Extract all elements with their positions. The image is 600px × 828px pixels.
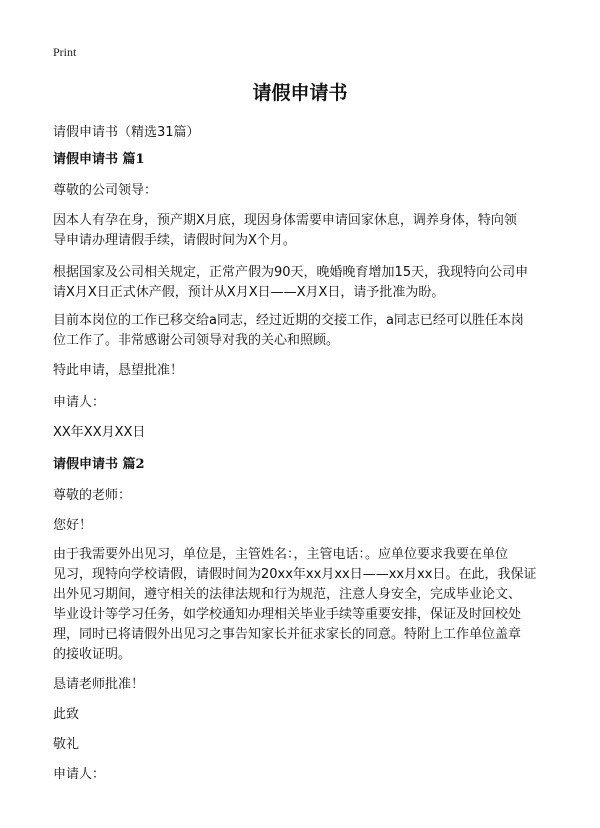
section-2-para1-line6: 的接收证明。: [53, 647, 132, 662]
section-1-para3-line1: 目前本岗位的工作已移交给a同志，经过近期的交接工作，a同志已经可以胜任本岗: [53, 313, 524, 328]
section-1-closing: 特此申请，恳望批准！: [53, 363, 184, 378]
section-2-heading: 请假申请书 篇2: [53, 457, 145, 472]
section-2-para1-line1: 由于我需要外出见习，单位是，主管姓名：，主管电话：。应单位要求我要在单位: [53, 547, 509, 562]
section-2-closing2: 敬礼: [53, 737, 80, 752]
section-1-date: XX年XX月XX日: [53, 425, 146, 440]
section-1-salutation: 尊敬的公司领导：: [53, 183, 158, 198]
section-2-applicant: 申请人：: [53, 767, 106, 782]
section-2-salutation: 尊敬的老师：: [53, 488, 132, 503]
section-1-para1-line1: 因本人有孕在身，预产期X月底，现因身体需要申请回家休息，调养身体，特向领: [53, 213, 517, 228]
section-1-para1-line2: 导申请办理请假手续，请假时间为X个月。: [53, 233, 296, 248]
section-1-para2-line2: 请X月X日正式休产假，预计从X月X日——X月X日，请予批准为盼。: [53, 285, 445, 300]
section-2-para1-line5: 理，同时已将请假外出见习之事告知家长并征求家长的同意。特附上工作单位盖章: [53, 627, 522, 642]
section-1-para2-line1: 根据国家及公司相关规定，正常产假为90天，晚婚晚育增加15天，我现特向公司申: [53, 265, 529, 280]
section-2-greeting: 您好！: [53, 518, 93, 533]
document-title: 请假申请书: [252, 82, 348, 104]
section-1-heading: 请假申请书 篇1: [53, 152, 145, 167]
print-link[interactable]: Print: [53, 45, 77, 59]
section-2-para1-line2: 见习，现特向学校请假，请假时间为20xx年xx月xx日——xx月xx日。在此，我保证: [53, 567, 537, 582]
section-2-para1-line4: 毕业设计等学习任务，如学校通知办理相关毕业手续等重要安排，保证及时回校处: [53, 607, 522, 622]
section-2-closing1: 此致: [53, 707, 80, 722]
section-2-para1-line3: 出外见习期间，遵守相关的法律法规和行为规范，注意人身安全，完成毕业论文、: [53, 587, 522, 602]
section-2-request: 恳请老师批准！: [53, 677, 145, 692]
document-subtitle: 请假申请书（精选31篇）: [53, 125, 200, 140]
section-1-para3-line2: 位工作了。非常感谢公司领导对我的关心和照顾。: [53, 333, 340, 348]
section-1-applicant: 申请人：: [53, 395, 106, 410]
